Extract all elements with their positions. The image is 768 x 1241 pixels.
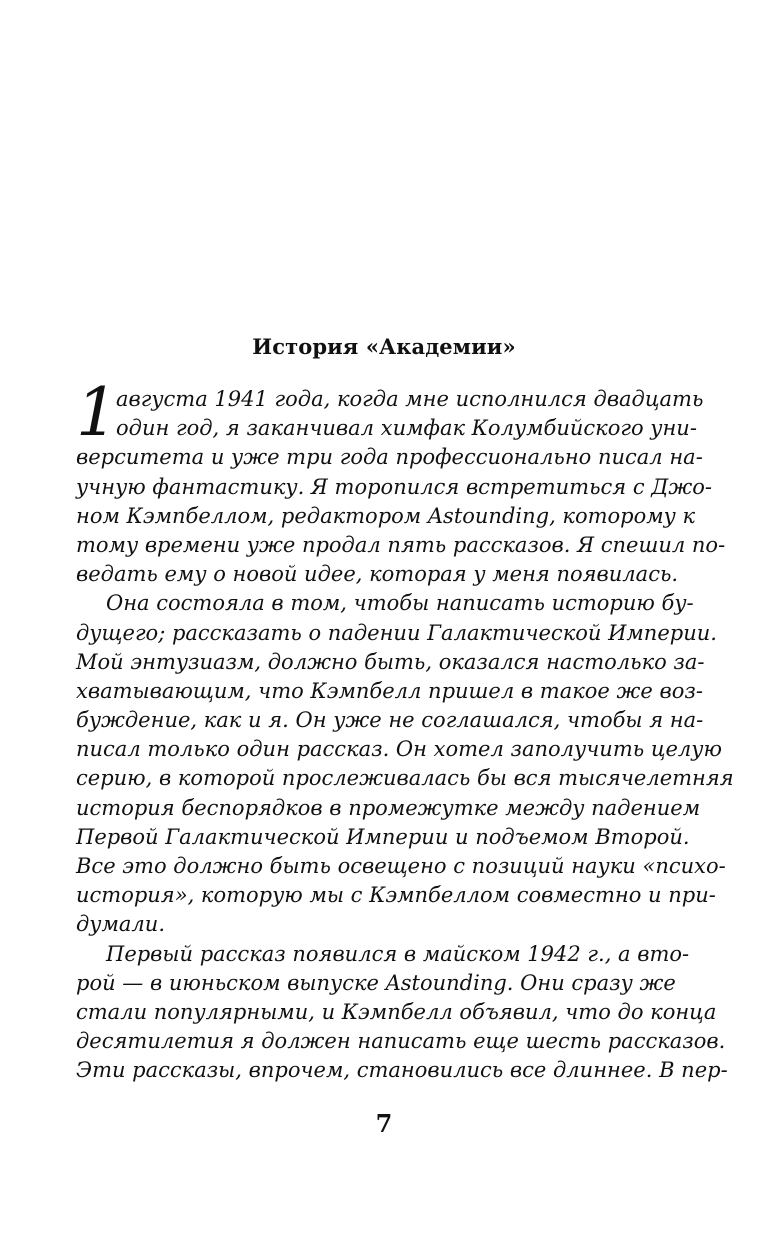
text-line: думали. [76, 912, 165, 937]
first-paragraph-start [76, 374, 704, 451]
text-line: хватывающим, что Кэмпбелл пришел в такое же воз- [76, 678, 703, 703]
text-line: стали популярными, и Кэмпбелл объявил, что до конца [76, 999, 717, 1024]
body-text [76, 374, 734, 1086]
text-line: рой — в июньском выпуске Astounding. Они сразу же [76, 970, 676, 995]
text-line: дущего; рассказать о падении Галактической Империи. [76, 620, 717, 645]
text-line: Она состояла в том, чтобы написать историю бу- [106, 591, 694, 616]
text-line: писал только один рассказ. Он хотел заполучить целую [76, 737, 722, 762]
text-line: Первой Галактической Империи и подъемом Второй. [76, 824, 690, 849]
text-line: ном Кэмпбеллом, редактором Astounding, которому к [76, 503, 696, 528]
text-line: верситета и уже три года профессионально писал на- [76, 445, 703, 470]
text-line: Все это должно быть освещено с позиций науки «психо- [76, 854, 726, 878]
page-number: 7 [375, 1109, 393, 1138]
text-line: буждение, как и я. Он уже не соглашался, чтобы я на- [76, 708, 704, 733]
text-line: история беспорядков в промежутке между падением [76, 795, 701, 820]
text-line: один год, я заканчивал химфак Колумбийского уни- [116, 416, 697, 441]
text-line: серию, в которой прослеживалась бы вся тысячелетняя [76, 766, 734, 791]
chapter-title: История «Академии» [252, 334, 516, 359]
text-line: учную фантастику. Я торопился встретиться с Джо- [76, 474, 712, 499]
text-line: ведать ему о новой идее, которая у меня появилась. [76, 562, 679, 587]
text-line: Мой энтузиазм, должно быть, оказался настолько за- [76, 649, 705, 674]
drop-cap: 1 [76, 374, 118, 451]
text-line: Первый рассказ появился в майском 1942 г., а вто- [106, 941, 690, 966]
text-line: тому времени уже продал пять рассказов. Я спешил по- [76, 532, 726, 557]
text-line: августа 1941 года, когда мне исполнился двадцать [116, 387, 704, 411]
text-line: десятилетия я должен написать еще шесть рассказов. [76, 1029, 726, 1054]
text-line: Эти рассказы, впрочем, становились все длиннее. В пер- [76, 1058, 728, 1083]
text-line: история», которую мы с Кэмпбеллом совместно и при- [76, 883, 716, 908]
